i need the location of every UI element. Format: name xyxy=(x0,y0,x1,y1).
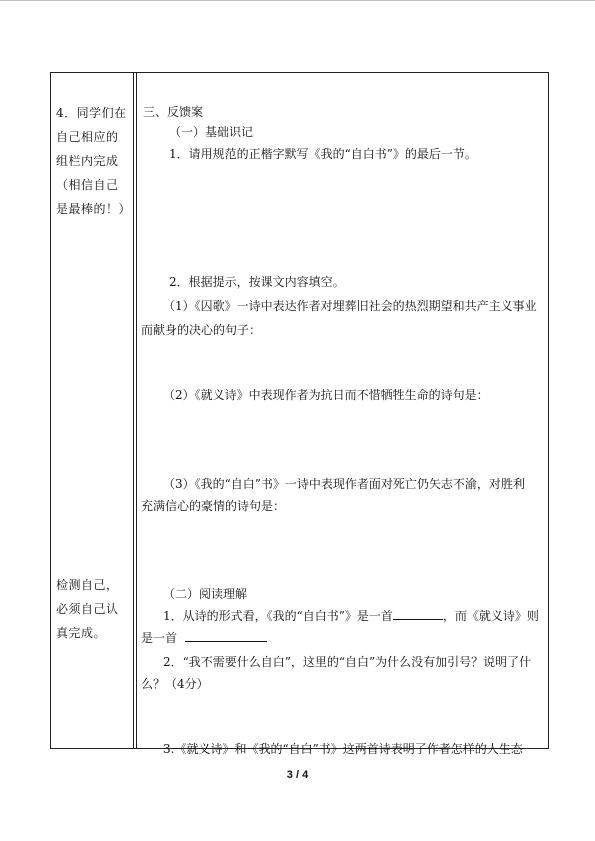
part2-title: （二）阅读理解 xyxy=(163,587,248,601)
question-2-3-line1: （3）《我的“自白”书》一诗中表现作者面对死亡仍矢志不渝，对胜利 xyxy=(163,477,525,491)
question-1: 1．请用规范的正楷字默写《我的“自白书”》的最后一节。 xyxy=(169,147,477,161)
question-2-2: （2）《就义诗》中表现作者为抗日而不惜牺牲生命的诗句是： xyxy=(163,388,489,402)
reading-question-3: 3.《就义诗》和《我的“自白”书》这两首诗表明了作者怎样的人生态 xyxy=(163,742,523,756)
left-note-group: 4．同学们在自己相应的组栏内完成（相信自己是最棒的！） xyxy=(56,106,132,216)
question-2-1-line2: 而献身的决心的句子： xyxy=(141,323,262,337)
reading-question-1-line1 xyxy=(163,607,539,625)
answer-blank-1[interactable] xyxy=(393,607,443,620)
top-rule xyxy=(0,0,595,1)
reading-question-2-line1: 2．“我不需要什么自白”，这里的“自白”为什么没有加引号？说明了什 xyxy=(163,655,532,669)
column-divider-inner xyxy=(136,73,137,748)
question-2-1-line1: （1）《囚歌》一诗中表达作者对埋葬旧社会的热烈期望和共产主义事业 xyxy=(163,299,537,313)
answer-blank-2[interactable] xyxy=(185,629,267,642)
left-note-self-check: 检测自己，必须自己认真完成。 xyxy=(56,578,119,640)
reading-question-1-line2 xyxy=(141,629,267,647)
reading-q1-text-b: ，而《就义诗》则 xyxy=(442,609,539,623)
column-divider-outer xyxy=(133,73,134,748)
question-2-3-line2: 充满信心的豪情的诗句是： xyxy=(141,499,286,513)
worksheet-table xyxy=(50,72,549,756)
section-title: 三、反馈案 xyxy=(143,105,204,119)
question-2: 2．根据提示，按课文内容填空。 xyxy=(169,275,345,289)
reading-question-2-line2: 么？（4分） xyxy=(141,677,209,691)
part1-title: （一）基础识记 xyxy=(169,125,254,139)
reading-q1-text-a: 1．从诗的形式看，《我的“自白书”》是一首 xyxy=(163,609,393,623)
reading-q1-text-c: 是一首 xyxy=(141,631,178,645)
page-number: 3 / 4 xyxy=(286,769,309,781)
